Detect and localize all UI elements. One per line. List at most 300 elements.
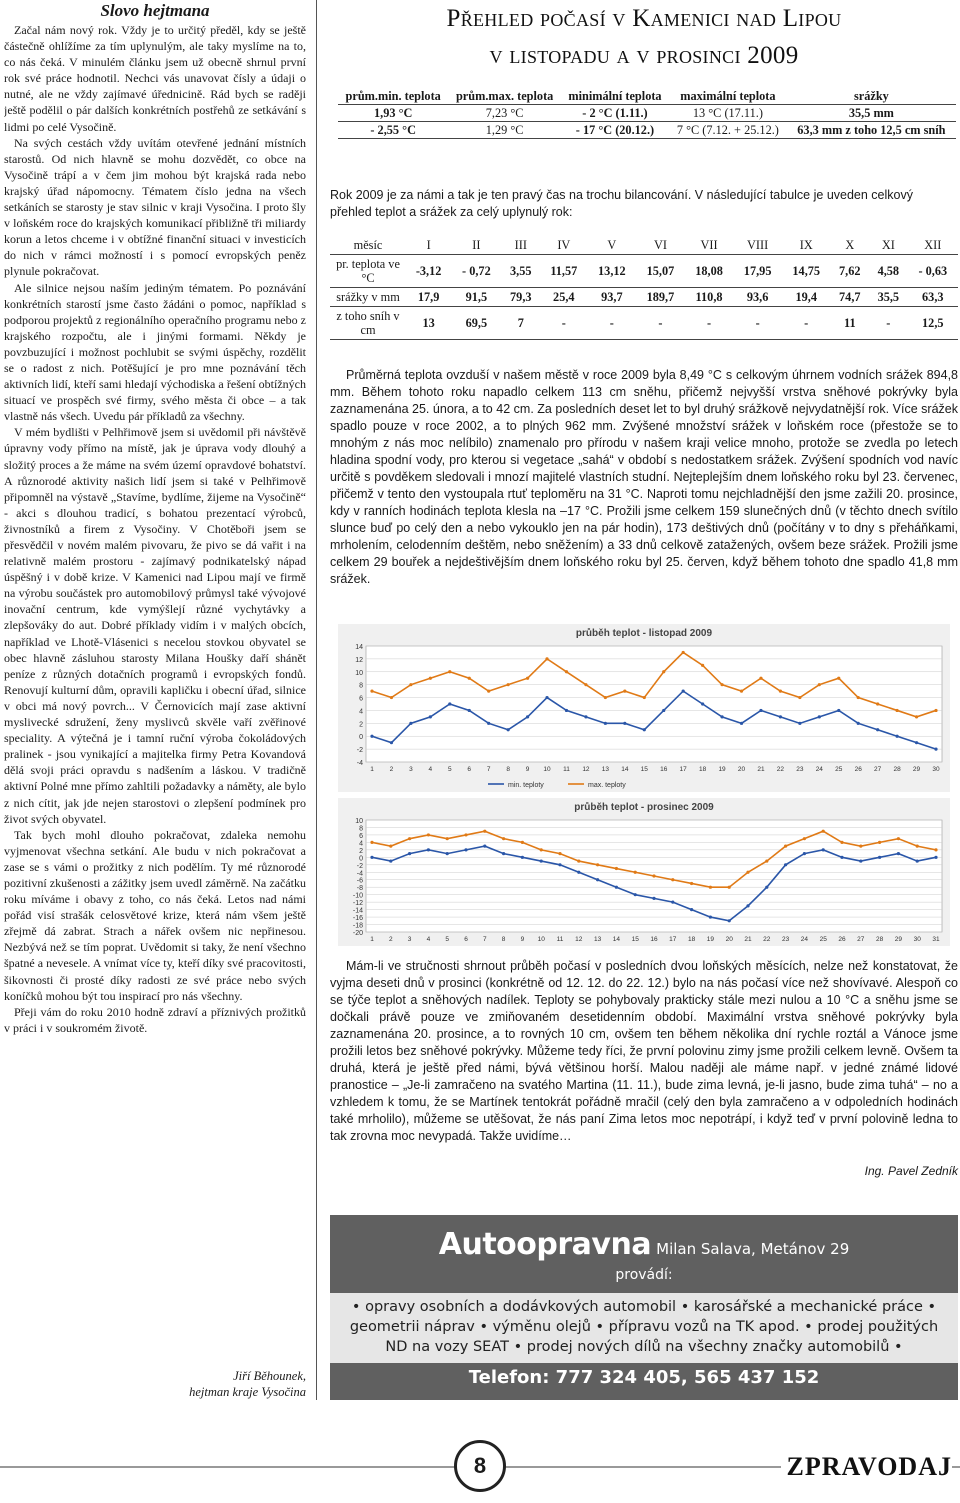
data-point (682, 690, 685, 693)
table-cell: 25,4 (540, 288, 588, 307)
x-tick-label: 26 (838, 936, 846, 943)
data-point (859, 859, 862, 862)
x-tick-label: 13 (601, 766, 609, 773)
left-article-title: Slovo hejtmana (100, 1, 210, 20)
y-tick-label: -16 (352, 915, 363, 923)
data-point (798, 722, 801, 725)
table-cell: 13 °C (17.11.) (669, 105, 787, 122)
table-cell: 7,62 (831, 255, 870, 288)
ad-service-line: • opravy osobních a dodávkových automobil • karosářské a mechanické práce • (351, 1299, 937, 1315)
signature-role: hejtman kraje Vysočina (189, 1385, 306, 1399)
data-point (448, 670, 451, 673)
x-tick-label: 2 (388, 936, 393, 943)
table-cell: - (733, 307, 782, 340)
weather-title (330, 0, 958, 74)
table-row (330, 307, 958, 340)
chart-title: průběh teplot - prosinec 2009 (574, 802, 714, 813)
data-point (615, 886, 618, 889)
data-point (857, 696, 860, 699)
y-tick-label: -6 (356, 877, 363, 885)
data-point (740, 722, 743, 725)
data-point (934, 748, 937, 751)
x-tick-label: 10 (543, 766, 551, 773)
data-point (840, 841, 843, 844)
data-point (759, 709, 762, 712)
data-point (409, 722, 412, 725)
data-point (540, 859, 543, 862)
table-cell: 35,5 (869, 288, 908, 307)
y-tick-label: 2 (359, 721, 363, 729)
x-tick-label: 14 (612, 936, 621, 943)
season-summary-paragraph: Mám-li ve stručnosti shrnout průběh počasí v posledních dvou loňských měsících, nelze než konstatovat, že vyjma deseti dnů v prosinci (konkrétně od 12. 12. do 22. 12.) bylo na nás počasí více než shovívavé. Alespoň co se týče teplot a sněhových nadílek. Teploty se pohybovaly prakticky stále mezi nulou a 10 °C a sněhu jsme se dočkali právě pouze ve zmiňovaném desetidenním období. Maximální vrstva sněhové pokrývky byla zaznamenána 20. prosince, a to rovných 10 cm, ovšem ten během několika dní rychle roztál a Vánoce jsme prožili letos bez sněhové pokrývky. Můžeme tedy říci, že první polovinu zimy jsme prožili celkem levně. Ovšem ta druhá, která je ještě před námi, bývá většinou horší. Malou naději ale máme např. v jedné známé lidové pranostice – „Je-li zamračeno na svatého Martina (11. 11.), bude zima levná, je-li jasno, bude zima tuhá“ – no a vzhledem k tomu, že se Martínek tentokrát pořádně mračil (celý den byla zamračeno a v odpoledních hodinách také mrholilo), můžeme se utěšovat, že nás paní Zima letos moc nepotrápí, i když teď v první polovině ledna to tak zrovna moc nevypadá. Takže uvidíme… (330, 959, 958, 1143)
ad-title-sub: Milan Salava, Metánov 29 (656, 1240, 850, 1258)
y-tick-label: -2 (356, 747, 363, 755)
author: Ing. Pavel Zedník (864, 1164, 958, 1178)
x-tick-label: 20 (737, 766, 746, 773)
x-tick-label: 25 (835, 766, 843, 773)
table-cell: 18,08 (685, 255, 734, 288)
data-point (759, 677, 762, 680)
summary-header: srážky (787, 88, 956, 105)
ad-provadi: provádí: (615, 1267, 673, 1283)
table-cell: - (869, 307, 908, 340)
monthly-header-row (330, 236, 958, 255)
summary-header: minimální teplota (561, 88, 669, 105)
x-tick-label: 5 (445, 936, 450, 943)
x-tick-label: 30 (932, 766, 940, 773)
x-tick-label: 28 (875, 936, 884, 943)
data-point (822, 830, 825, 833)
x-tick-label: 20 (725, 936, 733, 943)
legend-label: max. teploty (588, 782, 626, 789)
right-column (330, 0, 958, 1178)
x-tick-label: 27 (857, 936, 865, 943)
y-tick-label: 6 (359, 832, 363, 840)
ad-title-main: Autoopravna (438, 1227, 652, 1262)
x-tick-label: 24 (815, 766, 823, 773)
y-tick-label: -12 (352, 900, 363, 908)
table-cell: 74,7 (831, 288, 870, 307)
month-header: VII (685, 236, 734, 255)
table-row (338, 105, 956, 122)
ad-service-line: geometrii náprav • výměnu olejů • přípravu vozů na TK apod. • prodej použitých (349, 1319, 939, 1335)
x-tick-label: 25 (819, 936, 827, 943)
x-tick-label: 18 (699, 766, 707, 773)
x-tick-label: 30 (913, 936, 921, 943)
table-cell: - 2,55 °C (338, 122, 448, 139)
weather-title-line1: Přehled počasí v Kamenici nad Lipou (446, 5, 842, 32)
row-label: srážky v mm (330, 288, 406, 307)
yearly-summary-paragraph: Průměrná teplota ovzduší v našem městě v roce 2009 byla 8,49 °C s celkovým úhrnem vodních srážek 894,8 mm. Během tohoto roku napadlo celkem 113 cm sněhu, přičemž nejvyšší vrstva sněhové pokrývky byla zaznamenána 25. února, a to 42 cm. Za posledních deset let to byl druhý srážkově nejvydatnější rok. Více srážek spadlo pouze v roce 2002, a to plných 962 mm. Zvýšené množství srážek v loňském roce (přestože se to mnohým z nás moc nelíbilo) znamenalo pro přírodu v našem kraji velice mnoho, protože se zvedla po letech hladina spodní vody, pro kterou si vegetace „sahá“ v období s nedostatkem srážek. Zvýšení spodních vod navíc určitě s povděkem sledovali i mnozí majitelé vlastních studní. Nejteplejším dnem loňského roku byl 23. červenec, přičemž v tento den vystoupala rtuť teploměru na 31 °C. Naproti tomu nejchladnější den jsme zažili 20. prosince, kdy v ranních hodinách teplota klesla na –17 °C. Prožili jsme celkem 159 slunečných dnů (v těchto dnech svítilo slunce buď po celý den a nebo vykouklo jen na pár hodin), 173 deštivých dnů (počítány v to dny s přeháňkami, mrholením, celodenním deštěm, nebo sněžením) a 33 dnů celkově zatažených, ovšem beze srážek. Prožili jsme celkem 29 bouřek a nejdeštivějším dnem loňského roku byl 25. červen, když během tohoto dne spadlo 41,8 mm srážek. (330, 368, 958, 586)
data-point (803, 852, 806, 855)
data-point (502, 852, 505, 855)
table-cell: 189,7 (636, 288, 685, 307)
data-point (623, 690, 626, 693)
ad-services (330, 1293, 958, 1363)
data-point (408, 852, 411, 855)
x-tick-label: 5 (447, 766, 452, 773)
y-tick-label: 8 (359, 682, 363, 690)
table-cell: 19,4 (782, 288, 831, 307)
data-point (483, 830, 486, 833)
data-point (468, 677, 471, 680)
x-tick-label: 21 (744, 936, 752, 943)
left-paragraph: Začal nám nový rok. Vždy je to určitý předěl, kdy se ještě částečně ohlížíme za tím uplynulým, ale taky myslíme na to, co nás čeká. V minulém článku jsem už obecně shrnul první rok své práce hodnotil. Nechci vás unavovat čísly a údaji o nutné, ale ne vždy zajímavé úřednicině. Rád bych se raději ještě podělil o pár dalších konkrétních postřehů ze setkávání s lidmi po celé Vysočině. (4, 23, 306, 134)
ad-title (330, 1227, 958, 1262)
data-point (765, 859, 768, 862)
table-cell: 7 °C (7.12. + 25.12.) (669, 122, 787, 139)
summary-header-row (338, 88, 956, 105)
table-row (330, 255, 958, 288)
data-point (818, 715, 821, 718)
data-point (857, 722, 860, 725)
data-point (370, 735, 373, 738)
x-tick-label: 29 (912, 766, 921, 773)
data-point (584, 683, 587, 686)
data-point (596, 878, 599, 881)
data-point (565, 709, 568, 712)
data-point (878, 841, 881, 844)
x-tick-label: 31 (932, 936, 940, 943)
month-header: XII (908, 236, 958, 255)
data-point (634, 893, 637, 896)
x-tick-label: 14 (621, 766, 629, 773)
data-point (370, 690, 373, 693)
x-tick-label: 23 (781, 936, 790, 943)
summary-header: prům.max. teplota (448, 88, 561, 105)
data-point (690, 908, 693, 911)
data-point (526, 677, 529, 680)
x-tick-label: 3 (409, 766, 413, 773)
data-point (701, 702, 704, 705)
data-point (409, 683, 412, 686)
data-point (448, 702, 451, 705)
data-point (934, 848, 937, 851)
x-tick-label: 28 (893, 766, 901, 773)
data-point (464, 833, 467, 836)
x-tick-label: 15 (640, 766, 648, 773)
table-cell: 13,12 (588, 255, 637, 288)
data-point (803, 837, 806, 840)
left-paragraph: Tak bych mohl dlouho pokračovat, zdaleka nemohu vyjmenovat všechna setkání. Ale budu v nich pokračovat a zase se s vámi o prožitky z nich podělím. Ty mé různorodé pozitivní zkušenosti a zážitky jsem uvedl záměrně. Na začátku roku míváme i obavy z toho, co nás čeká. Letos nad námi pořád visí strašák celosvětové krize, která nám všem ještě zřejmě dá zabrat. Strach a nářek ovšem nic nepřinesou. Nezbývá než se tím poprat. Uvědomit si taky, že není všechno špatné a nevesele. A vnímat více ty, kteří díky své pracovitosti, šikovnosti či prosté díky radosti ze své práce nebo svých koníčků mohou být tou inspirací pro nás všechny. (4, 827, 306, 1003)
data-point (584, 715, 587, 718)
data-point (671, 901, 674, 904)
month-header: III (502, 236, 541, 255)
table-cell: - (685, 307, 734, 340)
y-tick-label: 6 (359, 695, 363, 703)
x-tick-label: 4 (428, 766, 433, 773)
y-tick-label: -18 (352, 922, 363, 930)
x-tick-label: 16 (660, 766, 668, 773)
table-cell: 35,5 mm (787, 105, 956, 122)
table-cell: 12,5 (908, 307, 958, 340)
data-point (429, 677, 432, 680)
data-point (822, 848, 825, 851)
table-cell: 15,07 (636, 255, 685, 288)
table-cell: 79,3 (502, 288, 541, 307)
advert-autoopravna (330, 1215, 958, 1400)
table-cell: 4,58 (869, 255, 908, 288)
data-point (390, 741, 393, 744)
data-point (577, 859, 580, 862)
data-point (446, 852, 449, 855)
data-point (728, 886, 731, 889)
table-cell: - 0,72 (451, 255, 501, 288)
data-point (878, 856, 881, 859)
data-point (615, 867, 618, 870)
table-cell: 13 (406, 307, 451, 340)
left-column (4, 0, 306, 1410)
data-point (818, 683, 821, 686)
x-tick-label: 9 (520, 936, 525, 943)
data-point (784, 863, 787, 866)
page-number: 8 (454, 1440, 506, 1492)
month-header: V (588, 236, 637, 255)
chart-november (338, 624, 950, 792)
data-point (897, 837, 900, 840)
x-tick-label: 6 (464, 936, 468, 943)
table-cell: - (636, 307, 685, 340)
data-point (671, 878, 674, 881)
y-tick-label: 10 (355, 818, 363, 825)
y-tick-label: 8 (359, 825, 363, 833)
ad-service-line: ND na vozy SEAT • prodej nových dílů na všechny značky automobilů • (385, 1339, 903, 1355)
y-tick-label: -20 (352, 930, 363, 937)
left-article-body (4, 22, 306, 1036)
x-tick-label: 4 (426, 936, 431, 943)
data-point (545, 696, 548, 699)
table-cell: 7 (502, 307, 541, 340)
table-cell: 17,9 (406, 288, 451, 307)
table-cell: 91,5 (451, 288, 501, 307)
data-point (746, 871, 749, 874)
data-point (897, 852, 900, 855)
data-point (701, 664, 704, 667)
data-point (507, 683, 510, 686)
x-tick-label: 9 (525, 766, 530, 773)
x-tick-label: 7 (482, 936, 487, 943)
chart-november-svg (338, 624, 950, 792)
data-point (652, 874, 655, 877)
data-point (634, 871, 637, 874)
data-point (487, 722, 490, 725)
data-point (765, 886, 768, 889)
data-point (837, 677, 840, 680)
data-point (662, 670, 665, 673)
chart-december (338, 798, 950, 946)
data-point (840, 856, 843, 859)
data-point (779, 690, 782, 693)
x-tick-label: 2 (389, 766, 394, 773)
data-point (643, 696, 646, 699)
footer-brand: ZPRAVODAJ (781, 1452, 952, 1482)
table-cell: 14,75 (782, 255, 831, 288)
data-point (540, 848, 543, 851)
data-point (507, 728, 510, 731)
data-point (896, 709, 899, 712)
table-cell: 93,7 (588, 288, 637, 307)
x-tick-label: 23 (796, 766, 804, 773)
ad-phone: Telefon: 777 324 405, 565 437 152 (468, 1367, 820, 1388)
y-tick-label: -8 (356, 885, 363, 893)
table-cell: 69,5 (451, 307, 501, 340)
y-tick-label: -14 (352, 907, 363, 915)
y-tick-label: 12 (355, 656, 363, 664)
data-point (370, 856, 373, 859)
table-cell: -3,12 (406, 255, 451, 288)
summary-header: prům.min. teplota (338, 88, 448, 105)
x-tick-label: 7 (486, 766, 491, 773)
left-paragraph: Ale silnice nejsou naším jediným tématem. Po poznávání konkrétních starostí jsme často žádáni o pomoc, například s podporou projektů z regionálního operačního programu nebo z krajského rozpočtu, ale i jinými formami. Někdy je povzbuzující i možnost pochlubit se svými úspěchy, rozdělit se o radost z nich. Potěšující je pro mne poznávání těch aktivních lidí, kteří sami hledají východiska a řešení obtížných situací ve prospěch své firmy, svého města či obce – a tak vlastně nás všech. Uvedu pár příkladů za všechny. (4, 280, 306, 424)
table-cell: 1,93 °C (338, 105, 448, 122)
chart-title: průběh teplot - listopad 2009 (575, 628, 713, 639)
left-paragraph: Přeji vám do roku 2010 hodně zdraví a příznivých prožitků v práci i v soukromém životě. (4, 1004, 306, 1035)
y-tick-label: 4 (359, 840, 363, 848)
data-point (746, 904, 749, 907)
data-point (709, 915, 712, 918)
weather-title-line2: v listopadu a v prosinci 2009 (489, 42, 799, 69)
x-tick-label: 15 (631, 936, 639, 943)
data-point (577, 871, 580, 874)
monthly-label: měsíc (330, 236, 406, 255)
x-tick-label: 17 (669, 936, 677, 943)
x-tick-label: 17 (679, 766, 687, 773)
data-point (390, 696, 393, 699)
x-tick-label: 27 (874, 766, 882, 773)
y-tick-label: -2 (356, 862, 363, 870)
table-cell: 11,57 (540, 255, 588, 288)
x-tick-label: 1 (370, 766, 374, 773)
table-cell: - (782, 307, 831, 340)
data-point (389, 845, 392, 848)
x-tick-label: 8 (506, 766, 510, 773)
x-tick-label: 26 (854, 766, 862, 773)
data-point (916, 859, 919, 862)
y-tick-label: -10 (352, 892, 363, 900)
x-tick-label: 29 (894, 936, 903, 943)
y-tick-label: 14 (355, 644, 363, 651)
x-tick-label: 11 (556, 936, 564, 943)
table-row (330, 288, 958, 307)
y-tick-label: 10 (355, 669, 363, 677)
data-point (662, 709, 665, 712)
plot-area (366, 646, 942, 762)
table-cell: - 0,63 (908, 255, 958, 288)
month-header: IX (782, 236, 831, 255)
legend-label: min. teploty (508, 782, 544, 789)
data-point (427, 833, 430, 836)
data-point (690, 882, 693, 885)
month-header: X (831, 236, 870, 255)
summary-header: maximální teplota (669, 88, 787, 105)
data-point (558, 863, 561, 866)
data-point (934, 856, 937, 859)
month-header: XI (869, 236, 908, 255)
data-point (876, 702, 879, 705)
x-tick-label: 6 (467, 766, 472, 773)
table-cell: 17,95 (733, 255, 782, 288)
x-tick-label: 12 (582, 766, 590, 773)
table-cell: - 2 °C (1.11.) (561, 105, 669, 122)
y-tick-label: 2 (359, 847, 363, 855)
intro-text: Rok 2009 je za námi a tak je ten pravý čas na trochu bilancování. V následující tabulce je uveden celkový přehled teplot a srážek za celý uplynulý rok: (330, 188, 913, 219)
data-point (915, 741, 918, 744)
table-cell: 11 (831, 307, 870, 340)
table-cell: 1,29 °C (448, 122, 561, 139)
data-point (784, 845, 787, 848)
data-point (389, 859, 392, 862)
x-tick-label: 22 (763, 936, 771, 943)
data-point (427, 848, 430, 851)
data-point (916, 845, 919, 848)
data-point (720, 683, 723, 686)
data-point (728, 919, 731, 922)
data-point (837, 709, 840, 712)
x-tick-label: 13 (593, 936, 602, 943)
summary-table (338, 88, 956, 139)
data-point (720, 715, 723, 718)
table-row (338, 122, 956, 139)
y-tick-label: 4 (359, 708, 363, 716)
data-point (545, 657, 548, 660)
table-cell: 110,8 (685, 288, 734, 307)
x-tick-label: 19 (706, 936, 715, 943)
data-point (682, 651, 685, 654)
data-point (483, 845, 486, 848)
data-point (596, 863, 599, 866)
row-label: z toho sníh v cm (330, 307, 406, 340)
monthly-table (330, 236, 958, 340)
data-point (487, 690, 490, 693)
y-tick-label: -4 (356, 870, 363, 878)
data-point (446, 837, 449, 840)
x-tick-label: 1 (370, 936, 374, 943)
data-point (740, 690, 743, 693)
x-tick-label: 16 (650, 936, 658, 943)
x-tick-label: 21 (757, 766, 765, 773)
x-tick-label: 11 (563, 766, 570, 773)
x-tick-label: 8 (501, 936, 506, 943)
x-tick-label: 22 (776, 766, 785, 773)
table-cell: 63,3 mm z toho 12,5 cm sníh (787, 122, 956, 139)
month-header: II (451, 236, 501, 255)
data-point (915, 715, 918, 718)
x-tick-label: 19 (718, 766, 726, 773)
data-point (604, 722, 607, 725)
column-divider (316, 0, 317, 1400)
data-point (934, 709, 937, 712)
data-point (623, 722, 626, 725)
chart-december-svg (338, 798, 950, 946)
data-point (464, 848, 467, 851)
data-point (521, 856, 524, 859)
data-point (565, 670, 568, 673)
data-point (876, 728, 879, 731)
data-point (652, 897, 655, 900)
data-point (502, 837, 505, 840)
table-cell: 3,55 (502, 255, 541, 288)
data-point (779, 715, 782, 718)
left-paragraph: Na svých cestách vždy uvítám otevřené jednání místních starostů. Od nich hlavně se mohu dozvědět, co obce na Vysočině trápí a v čem jim mohou být krajská rada nebo krajský úřad nápomocny. Tématem číslo jedna na všech setkáních se starosty je stav silnic v kraji Vysočina. I proto šly v loňském roce do krajských komunikací přibližně tři miliardy korun a letos chceme i v obtížné finanční situaci v investicích do nich v rámci možností i s pomocí evropských peněz plynule pokračovat. (4, 135, 306, 279)
month-header: VIII (733, 236, 782, 255)
data-point (859, 845, 862, 848)
y-tick-label: 0 (359, 855, 363, 863)
table-cell: 7,23 °C (448, 105, 561, 122)
data-point (429, 715, 432, 718)
month-header: I (406, 236, 451, 255)
table-cell: - (588, 307, 637, 340)
data-point (604, 696, 607, 699)
